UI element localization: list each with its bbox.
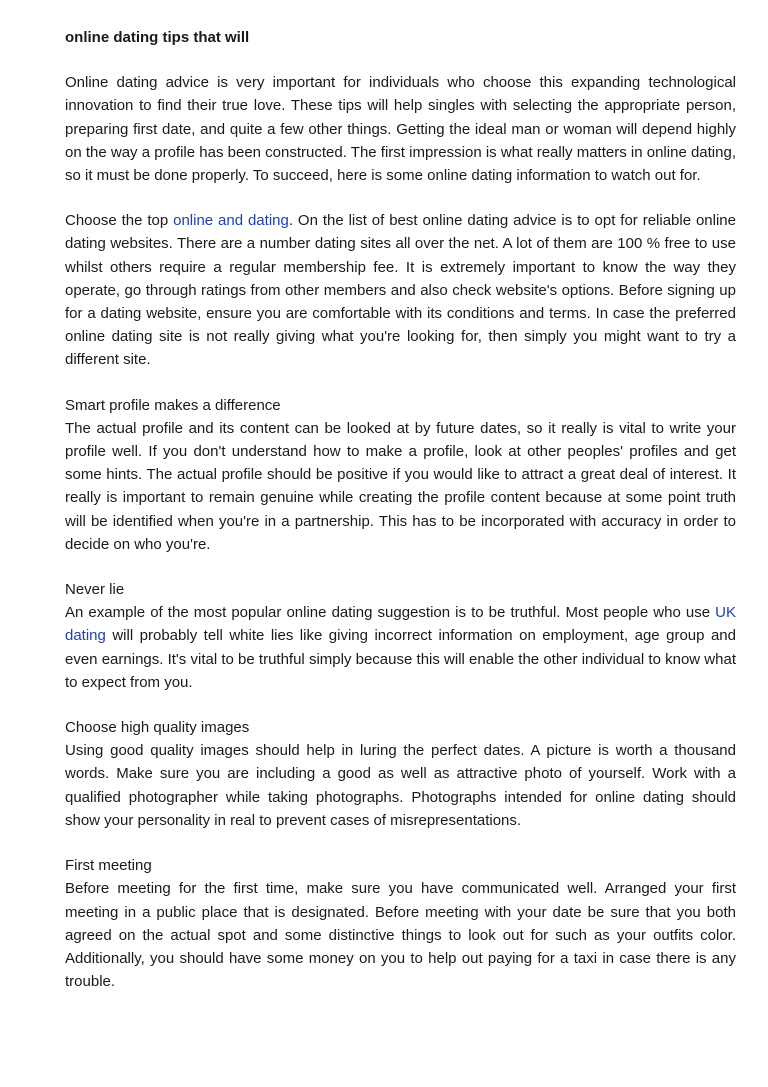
document-page (65, 26, 736, 1015)
section-never-lie-text-after: will probably tell white lies like giving incorrect information on employment, age group and even earnings. It's vital to be truthful simply because this will enable the other individual to know what to expect from you. (65, 627, 736, 691)
section-quality-images-body: Using good quality images should help in luring the perfect dates. A picture is worth a thousand words. Make sure you are including a good as well as attractive photo of yourself. Work with a qualified photographer while taking photographs. Photographs intended for online dating should show your personality in real to prevent cases of misrepresentations. (65, 742, 736, 829)
intro-paragraph: Online dating advice is very important for individuals who choose this expanding technological innovation to find their true love. These tips will help singles with selecting the appropriate person, preparing first date, and quite a few other things. Getting the ideal man or woman will depend highly on the way a profile has been constructed. The first impression is what really matters in online dating, so it must be done properly. To succeed, here is some online dating information to watch out for. (65, 74, 736, 185)
section-choose-site-text-before: Choose the top (65, 212, 174, 230)
section-choose-site-text-after: . On the list of best online dating advice is to opt for reliable online dating websites. There are a number dating sites all over the net. A lot of them are 100 % free to use whilst others require a regular membership fee. It is extremely important to know the way they operate, go through ratings from other members and also check website's options. Before signing up for a dating website, ensure you are comfortable with its conditions and terms. In case the preferred online dating site is not really giving what you're looking for, then simply you might want to try a different site. (65, 212, 736, 369)
uk-dating-link[interactable]: UK dating (65, 604, 736, 645)
section-smart-profile-body: The actual profile and its content can be looked at by future dates, so it really is vital to write your profile well. If you don't understand how to make a profile, look at other peoples' profiles and get some hints. The actual profile should be positive if you would like to attract a great deal of interest. It really is important to remain genuine while creating the profile content because at some point truth will be identified when you're in a partnership. This has to be incorporated with accuracy in order to decide on who you're. (65, 419, 736, 553)
section-never-lie-text-before: An example of the most popular online dating suggestion is to be truthful. Most people who use (65, 604, 716, 622)
online-and-dating-link[interactable]: online and dating (173, 212, 289, 230)
document-title: online dating tips that will (65, 29, 250, 46)
section-first-meeting-heading: First meeting (65, 857, 152, 875)
section-never-lie-heading: Never lie (65, 581, 125, 599)
section-never-lie (65, 578, 736, 694)
section-quality-images-heading: Choose high quality images (65, 719, 250, 737)
section-smart-profile (65, 394, 736, 556)
section-quality-images (65, 716, 736, 832)
section-first-meeting-body: Before meeting for the first time, make sure you have communicated well. Arranged your first meeting in a public place that is designated. Before meeting with your date be sure that you both agreed on the actual spot and some distinctive things to look out for such as your outfits color. Additionally, you should have some money on you to help out paying for a taxi in case there is any trouble. (65, 880, 736, 991)
section-choose-site (65, 209, 736, 371)
section-first-meeting (65, 854, 736, 993)
section-smart-profile-heading: Smart profile makes a difference (65, 396, 281, 414)
